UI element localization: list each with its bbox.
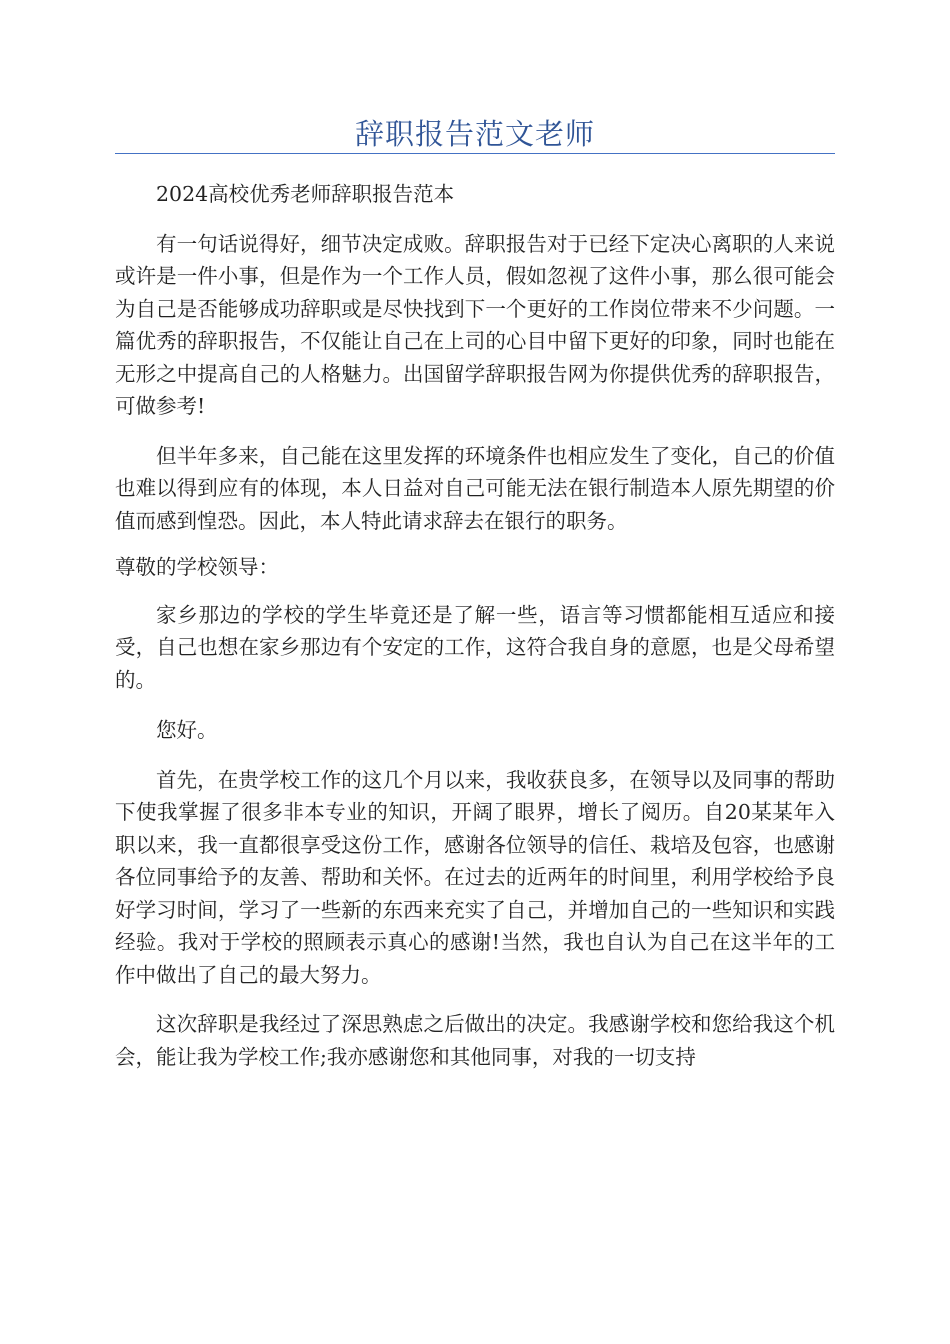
document-body xyxy=(115,178,835,1073)
salutation: 尊敬的学校领导： xyxy=(115,555,279,579)
document-title: 辞职报告范文老师 xyxy=(354,117,595,151)
paragraph: 有一句话说得好，细节决定成败。辞职报告对于已经下定决心离职的人来说或许是一件小事，但是作为一个工作人员，假如忽视了这件小事，那么很可能会为自己是否能够成功辞职或是尽快找到下一个更好的工作岗位带来不少问题。一篇优秀的辞职报告，不仅能让自己在上司的心目中留下更好的印象，同时也能在无形之中提高自己的人格魅力。出国留学辞职报告网为你提供优秀的辞职报告，可做参考! xyxy=(115,231,835,418)
paragraph: 首先，在贵学校工作的这几个月以来，我收获良多，在领导以及同事的帮助下使我掌握了很多非本专业的知识，开阔了眼界，增长了阅历。自20某某年入职以来，我一直都很享受这份工作，感谢各位领导的信任、栽培及包容，也感谢各位同事给予的友善、帮助和关怀。在过去的近两年的时间里，利用学校给予良好学习时间，学习了一些新的东西来充实了自己，并增加自己的一些知识和实践经验。我对于学校的照顾表示真心的感谢!当然，我也自认为自己在这半年的工作中做出了自己的最大努力。 xyxy=(115,767,835,987)
paragraph: 家乡那边的学校的学生毕竟还是了解一些，语言等习惯都能相互适应和接受，自己也想在家乡那边有个安定的工作，这符合我自身的意愿，也是父母希望的。 xyxy=(115,602,835,692)
greeting: 您好。 xyxy=(156,718,218,742)
paragraph: 但半年多来，自己能在这里发挥的环境条件也相应发生了变化，自己的价值也难以得到应有的体现，本人日益对自己可能无法在银行制造本人原先期望的价值而感到惶恐。因此，本人特此请求辞去在银行的职务。 xyxy=(115,443,835,533)
paragraph: 这次辞职是我经过了深思熟虑之后做出的决定。我感谢学校和您给我这个机会，能让我为学校工作;我亦感谢您和其他同事，对我的一切支持 xyxy=(115,1012,835,1069)
title-underline xyxy=(115,153,835,154)
document-subtitle: 2024高校优秀老师辞职报告范本 xyxy=(156,182,455,206)
